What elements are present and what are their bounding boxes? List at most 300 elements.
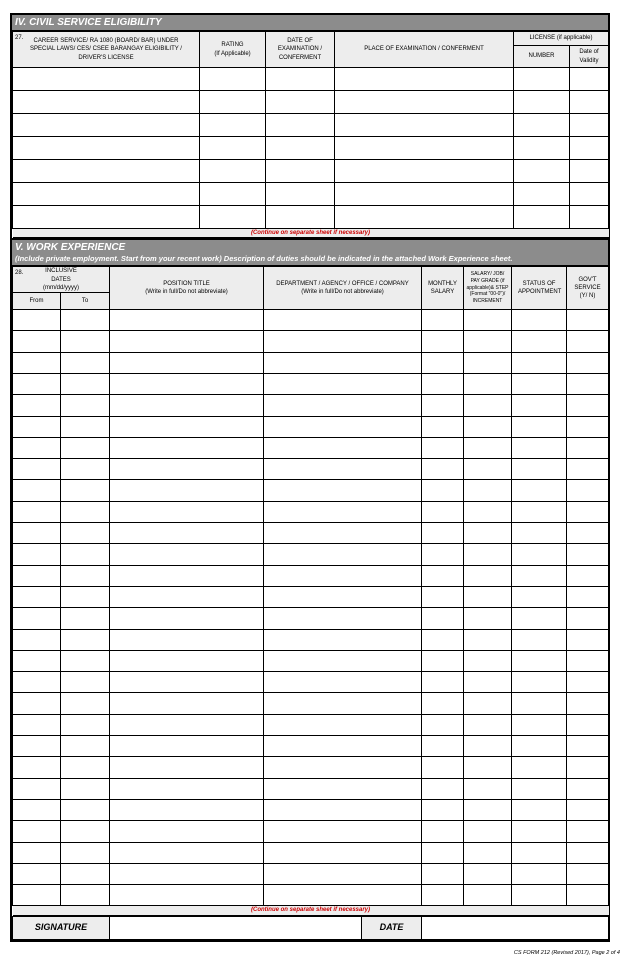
civil-service-cell[interactable] [514,137,570,160]
work-experience-cell[interactable] [464,310,512,331]
work-experience-cell[interactable] [464,885,512,906]
civil-service-cell[interactable] [13,114,200,137]
work-experience-cell[interactable] [264,757,422,778]
work-experience-cell[interactable] [512,310,567,331]
work-experience-cell[interactable] [110,565,264,586]
work-experience-cell[interactable] [464,778,512,799]
work-experience-cell[interactable] [110,416,264,437]
work-experience-cell[interactable] [13,501,61,522]
work-experience-cell[interactable] [567,544,609,565]
work-experience-cell[interactable] [464,821,512,842]
work-experience-cell[interactable] [61,778,110,799]
work-experience-cell[interactable] [567,778,609,799]
work-experience-cell[interactable] [567,650,609,671]
work-experience-cell[interactable] [61,437,110,458]
work-experience-cell[interactable] [13,714,61,735]
col-license-label: LICENSE (if applicable) [529,35,593,42]
work-experience-cell[interactable] [264,586,422,607]
work-experience-cell[interactable] [512,437,567,458]
work-experience-cell[interactable] [422,416,464,437]
col-appointment-status [512,267,567,310]
work-experience-cell[interactable] [464,416,512,437]
col-from [13,293,61,310]
work-experience-cell[interactable] [110,523,264,544]
work-experience-cell[interactable] [264,395,422,416]
work-experience-cell[interactable] [264,310,422,331]
work-experience-cell[interactable] [61,459,110,480]
civil-service-cell[interactable] [514,183,570,206]
work-experience-cell[interactable] [464,842,512,863]
work-experience-cell[interactable] [264,480,422,501]
work-experience-cell[interactable] [567,565,609,586]
work-experience-cell[interactable] [567,714,609,735]
work-experience-cell[interactable] [13,586,61,607]
work-experience-cell[interactable] [61,523,110,544]
work-experience-cell[interactable] [110,608,264,629]
work-experience-cell[interactable] [512,736,567,757]
work-experience-cell[interactable] [264,501,422,522]
work-experience-cell[interactable] [110,480,264,501]
work-experience-cell[interactable] [422,373,464,394]
work-experience-cell[interactable] [110,331,264,352]
work-experience-cell[interactable] [110,885,264,906]
work-experience-cell[interactable] [567,523,609,544]
work-experience-cell[interactable] [61,331,110,352]
civil-service-cell[interactable] [266,183,335,206]
work-experience-cell[interactable] [464,395,512,416]
work-experience-cell[interactable] [110,799,264,820]
civil-service-cell[interactable] [13,206,200,229]
work-experience-cell[interactable] [264,650,422,671]
work-experience-cell[interactable] [61,565,110,586]
work-experience-cell[interactable] [264,821,422,842]
work-experience-cell[interactable] [264,736,422,757]
col-license [514,32,609,46]
work-experience-cell[interactable] [422,885,464,906]
work-experience-cell[interactable] [464,437,512,458]
civil-service-cell[interactable] [266,68,335,91]
work-experience-cell[interactable] [422,863,464,884]
work-experience-cell[interactable] [110,650,264,671]
col-position-title [110,267,264,310]
work-experience-cell[interactable] [13,523,61,544]
work-experience-cell[interactable] [422,629,464,650]
work-experience-cell[interactable] [422,565,464,586]
work-experience-cell[interactable] [110,459,264,480]
work-experience-row [13,544,609,565]
work-experience-cell[interactable] [464,799,512,820]
work-experience-cell[interactable] [512,331,567,352]
work-experience-cell[interactable] [264,885,422,906]
work-experience-cell[interactable] [13,352,61,373]
work-experience-cell[interactable] [110,757,264,778]
work-experience-cell[interactable] [422,736,464,757]
work-experience-cell[interactable] [567,331,609,352]
work-experience-cell[interactable] [422,799,464,820]
work-experience-cell[interactable] [110,672,264,693]
civil-service-cell[interactable] [200,68,266,91]
work-experience-table [12,266,609,915]
civil-service-cell[interactable] [200,114,266,137]
work-experience-cell[interactable] [422,437,464,458]
work-experience-row [13,480,609,501]
work-experience-cell[interactable] [13,331,61,352]
work-experience-cell[interactable] [464,501,512,522]
col-salary-grade [464,267,512,310]
work-experience-cell[interactable] [567,799,609,820]
work-experience-cell[interactable] [110,842,264,863]
work-experience-cell[interactable] [264,416,422,437]
work-experience-cell[interactable] [264,693,422,714]
work-experience-cell[interactable] [422,821,464,842]
work-experience-cell[interactable] [13,842,61,863]
civil-service-cell[interactable] [570,137,609,160]
work-experience-cell[interactable] [422,693,464,714]
work-experience-cell[interactable] [567,693,609,714]
civil-service-cell[interactable] [266,206,335,229]
work-experience-cell[interactable] [567,459,609,480]
work-experience-cell[interactable] [13,736,61,757]
work-experience-continue-row [13,906,609,915]
work-experience-cell[interactable] [464,714,512,735]
work-experience-cell[interactable] [512,523,567,544]
work-experience-cell[interactable] [422,586,464,607]
work-experience-cell[interactable] [422,395,464,416]
work-experience-cell[interactable] [567,608,609,629]
work-experience-cell[interactable] [13,821,61,842]
work-experience-cell[interactable] [512,885,567,906]
civil-service-cell[interactable] [570,160,609,183]
work-experience-cell[interactable] [13,544,61,565]
work-experience-cell[interactable] [110,714,264,735]
civil-service-cell[interactable] [335,183,514,206]
civil-service-cell[interactable] [514,91,570,114]
civil-service-cell[interactable] [570,68,609,91]
work-experience-cell[interactable] [110,373,264,394]
work-experience-cell[interactable] [422,352,464,373]
work-experience-cell[interactable] [512,863,567,884]
work-experience-cell[interactable] [512,586,567,607]
work-experience-cell[interactable] [13,416,61,437]
work-experience-cell[interactable] [512,416,567,437]
civil-service-cell[interactable] [13,137,200,160]
work-experience-cell[interactable] [264,714,422,735]
col-govt-service [567,267,609,310]
work-experience-cell[interactable] [464,693,512,714]
work-experience-cell[interactable] [567,757,609,778]
work-experience-cell[interactable] [61,821,110,842]
work-experience-cell[interactable] [13,863,61,884]
civil-service-cell[interactable] [570,91,609,114]
work-experience-cell[interactable] [567,373,609,394]
work-experience-cell[interactable] [110,736,264,757]
work-experience-cell[interactable] [264,544,422,565]
work-experience-cell[interactable] [567,885,609,906]
work-experience-cell[interactable] [61,885,110,906]
work-experience-cell[interactable] [567,395,609,416]
col-career-service-label: CAREER SERVICE/ RA 1080 (BOARD/ BAR) UNDER SPECIAL LAWS/ CES/ CSEE BARANGAY ELIGIBILITY / DRIVER'S LICENSE [30,38,182,61]
work-experience-row [13,395,609,416]
work-experience-cell[interactable] [61,714,110,735]
work-experience-cell[interactable] [61,352,110,373]
work-experience-cell[interactable] [61,799,110,820]
date-field[interactable] [422,916,609,939]
civil-service-cell[interactable] [335,114,514,137]
work-experience-cell[interactable] [464,757,512,778]
civil-service-row [13,183,609,206]
work-experience-cell[interactable] [512,501,567,522]
work-experience-cell[interactable] [512,799,567,820]
work-experience-cell[interactable] [110,310,264,331]
work-experience-cell[interactable] [110,629,264,650]
work-experience-cell[interactable] [61,501,110,522]
work-experience-cell[interactable] [422,714,464,735]
civil-service-cell[interactable] [514,68,570,91]
work-experience-row [13,523,609,544]
work-experience-cell[interactable] [264,373,422,394]
civil-service-cell[interactable] [200,206,266,229]
civil-service-cell[interactable] [200,160,266,183]
work-experience-cell[interactable] [13,650,61,671]
civil-service-cell[interactable] [570,183,609,206]
work-experience-cell[interactable] [464,565,512,586]
work-experience-cell[interactable] [13,757,61,778]
col-salary-grade-label: SALARY/ JOB/ PAY GRADE (if applicable)& STEP (Format "00-0")/ INCREMENT [466,271,509,305]
work-experience-cell[interactable] [422,480,464,501]
work-experience-cell[interactable] [464,352,512,373]
work-experience-cell[interactable] [264,778,422,799]
work-experience-cell[interactable] [464,608,512,629]
work-experience-row [13,714,609,735]
civil-service-cell[interactable] [335,206,514,229]
work-experience-cell[interactable] [512,842,567,863]
work-experience-cell[interactable] [264,629,422,650]
work-experience-cell[interactable] [110,352,264,373]
civil-service-cell[interactable] [335,91,514,114]
civil-service-cell[interactable] [266,160,335,183]
work-experience-cell[interactable] [110,821,264,842]
work-experience-cell[interactable] [61,480,110,501]
civil-service-cell[interactable] [514,114,570,137]
work-experience-cell[interactable] [13,480,61,501]
work-experience-cell[interactable] [422,523,464,544]
work-experience-cell[interactable] [464,480,512,501]
work-experience-cell[interactable] [264,437,422,458]
work-experience-cell[interactable] [264,672,422,693]
work-experience-cell[interactable] [422,672,464,693]
col-inclusive-dates-label: INCLUSIVE DATES (mm/dd/yyyy) [43,268,79,291]
work-experience-cell[interactable] [512,778,567,799]
work-experience-cell[interactable] [110,544,264,565]
work-experience-cell[interactable] [567,821,609,842]
work-experience-cell[interactable] [13,778,61,799]
work-experience-cell[interactable] [61,650,110,671]
work-experience-cell[interactable] [61,863,110,884]
work-experience-cell[interactable] [110,586,264,607]
work-experience-cell[interactable] [464,523,512,544]
work-experience-cell[interactable] [61,608,110,629]
work-experience-cell[interactable] [61,842,110,863]
work-experience-row [13,331,609,352]
work-experience-cell[interactable] [61,395,110,416]
work-experience-cell[interactable] [61,693,110,714]
work-experience-cell[interactable] [512,672,567,693]
work-experience-cell[interactable] [567,501,609,522]
civil-service-cell[interactable] [13,160,200,183]
work-experience-cell[interactable] [264,842,422,863]
work-experience-cell[interactable] [512,821,567,842]
work-experience-cell[interactable] [464,331,512,352]
civil-service-cell[interactable] [13,68,200,91]
civil-service-cell[interactable] [335,137,514,160]
work-experience-cell[interactable] [512,650,567,671]
work-experience-cell[interactable] [61,757,110,778]
work-experience-cell[interactable] [13,608,61,629]
work-experience-cell[interactable] [464,373,512,394]
civil-service-cell[interactable] [335,160,514,183]
work-experience-row [13,501,609,522]
work-experience-cell[interactable] [110,863,264,884]
col-govt-service-label: GOV'T SERVICE (Y/ N) [574,276,601,300]
work-experience-cell[interactable] [13,799,61,820]
civil-service-cell[interactable] [335,68,514,91]
col-position-title-label: POSITION TITLE [163,281,210,287]
work-experience-cell[interactable] [567,629,609,650]
work-experience-row [13,373,609,394]
civil-service-cell[interactable] [200,91,266,114]
work-experience-cell[interactable] [464,586,512,607]
work-experience-cell[interactable] [567,736,609,757]
work-experience-cell[interactable] [512,373,567,394]
work-experience-cell[interactable] [567,842,609,863]
civil-service-cell[interactable] [200,183,266,206]
work-experience-cell[interactable] [422,608,464,629]
work-experience-cell[interactable] [512,395,567,416]
civil-service-cell[interactable] [266,91,335,114]
work-experience-cell[interactable] [567,416,609,437]
work-experience-cell[interactable] [61,310,110,331]
work-experience-cell[interactable] [422,650,464,671]
work-experience-cell[interactable] [110,395,264,416]
work-experience-cell[interactable] [567,586,609,607]
work-experience-row [13,672,609,693]
work-experience-cell[interactable] [110,437,264,458]
work-experience-cell[interactable] [110,501,264,522]
work-experience-row [13,885,609,906]
work-experience-cell[interactable] [512,608,567,629]
work-experience-cell[interactable] [13,395,61,416]
signature-field[interactable] [110,916,362,939]
work-experience-cell[interactable] [13,693,61,714]
work-experience-cell[interactable] [13,672,61,693]
work-experience-cell[interactable] [61,629,110,650]
work-experience-cell[interactable] [264,459,422,480]
work-experience-cell[interactable] [61,416,110,437]
civil-service-row [13,206,609,229]
work-experience-cell[interactable] [422,331,464,352]
work-experience-cell[interactable] [61,544,110,565]
signature-row [12,916,609,940]
work-experience-cell[interactable] [61,736,110,757]
work-experience-cell[interactable] [512,480,567,501]
work-experience-cell[interactable] [422,310,464,331]
work-experience-cell[interactable] [567,863,609,884]
work-experience-cell[interactable] [422,459,464,480]
item-number-28: 28. [15,270,24,277]
work-experience-cell[interactable] [512,544,567,565]
civil-service-cell[interactable] [570,206,609,229]
civil-service-cell[interactable] [200,137,266,160]
work-experience-cell[interactable] [567,352,609,373]
work-experience-cell[interactable] [264,608,422,629]
work-experience-cell[interactable] [13,373,61,394]
work-experience-cell[interactable] [512,714,567,735]
work-experience-cell[interactable] [567,437,609,458]
work-experience-cell[interactable] [264,352,422,373]
work-experience-cell[interactable] [567,310,609,331]
civil-service-cell[interactable] [514,206,570,229]
work-experience-cell[interactable] [512,459,567,480]
work-experience-row [13,799,609,820]
work-experience-cell[interactable] [512,629,567,650]
work-experience-cell[interactable] [464,863,512,884]
work-experience-cell[interactable] [13,437,61,458]
civil-service-cell[interactable] [570,114,609,137]
work-experience-cell[interactable] [264,863,422,884]
work-experience-cell[interactable] [13,459,61,480]
work-experience-cell[interactable] [264,331,422,352]
civil-service-cell[interactable] [514,160,570,183]
work-experience-cell[interactable] [61,672,110,693]
civil-service-row [13,137,609,160]
work-experience-cell[interactable] [61,373,110,394]
work-experience-cell[interactable] [13,565,61,586]
work-experience-cell[interactable] [13,629,61,650]
work-experience-cell[interactable] [567,672,609,693]
work-experience-cell[interactable] [464,736,512,757]
work-experience-cell[interactable] [512,757,567,778]
work-experience-cell[interactable] [422,778,464,799]
item-number-27: 27. [15,35,24,41]
work-experience-cell[interactable] [464,459,512,480]
work-experience-cell[interactable] [264,565,422,586]
work-experience-cell[interactable] [422,544,464,565]
civil-service-cell[interactable] [266,137,335,160]
work-experience-cell[interactable] [464,650,512,671]
work-experience-cell[interactable] [567,480,609,501]
work-experience-cell[interactable] [422,501,464,522]
work-experience-cell[interactable] [422,757,464,778]
work-experience-cell[interactable] [264,799,422,820]
work-experience-cell[interactable] [464,544,512,565]
work-experience-cell[interactable] [512,352,567,373]
civil-service-row [13,160,609,183]
work-experience-cell[interactable] [264,523,422,544]
civil-service-cell[interactable] [13,183,200,206]
work-experience-cell[interactable] [464,629,512,650]
work-experience-cell[interactable] [61,586,110,607]
work-experience-cell[interactable] [512,693,567,714]
work-experience-cell[interactable] [110,778,264,799]
work-experience-cell[interactable] [512,565,567,586]
work-experience-cell[interactable] [464,672,512,693]
work-experience-cell[interactable] [110,693,264,714]
work-experience-cell[interactable] [13,885,61,906]
civil-service-cell[interactable] [13,91,200,114]
work-experience-cell[interactable] [13,310,61,331]
work-experience-cell[interactable] [422,842,464,863]
civil-service-cell[interactable] [266,114,335,137]
